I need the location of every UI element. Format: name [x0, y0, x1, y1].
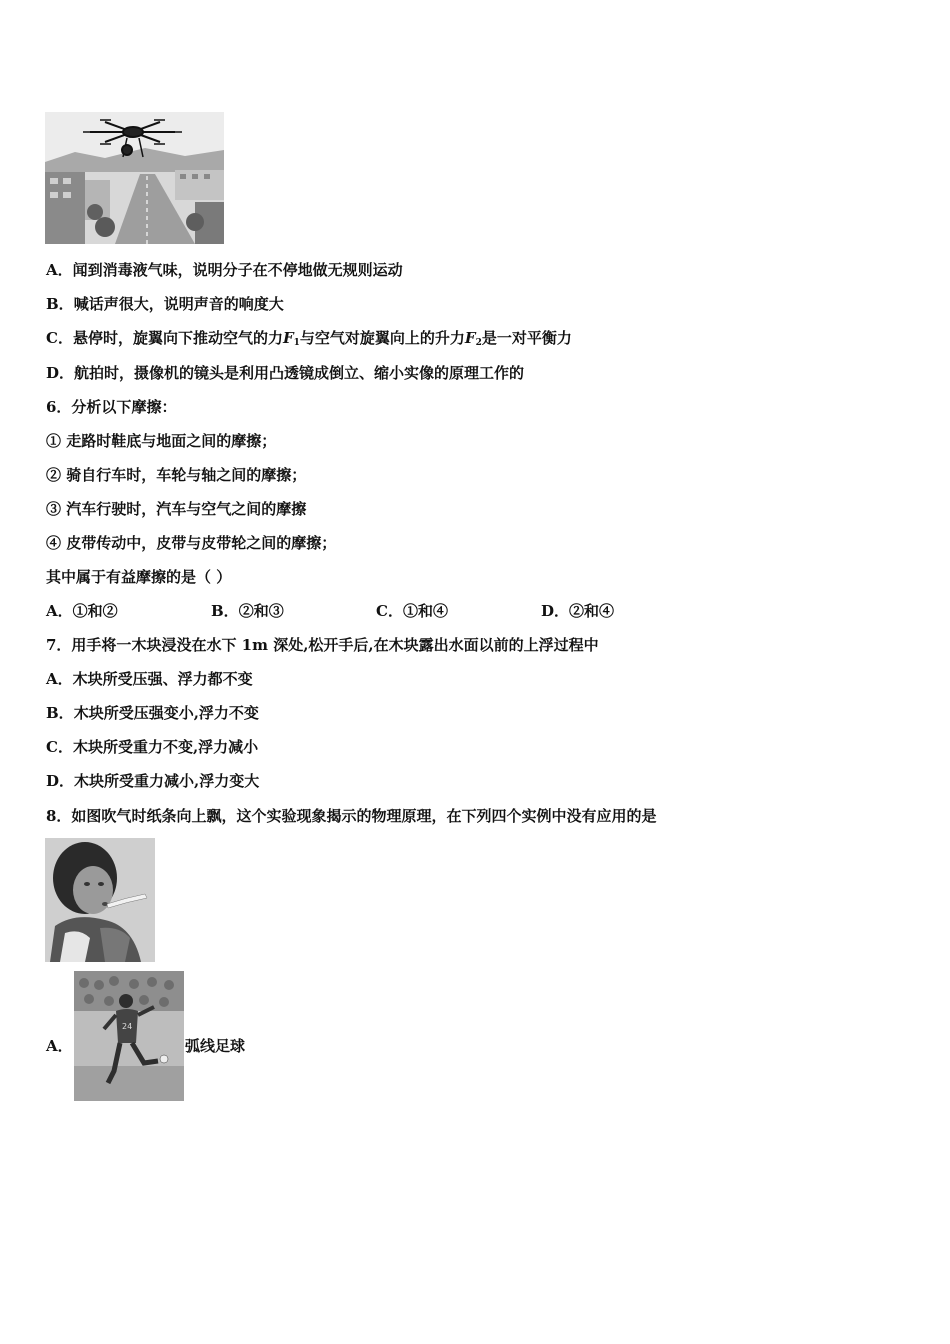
option-letter: C．	[46, 738, 73, 756]
drone-over-street-photo	[45, 112, 224, 244]
football-player-photo	[74, 971, 184, 1101]
q7-option-d	[46, 771, 259, 791]
option-text: ②和④	[569, 602, 615, 620]
q6-choice-b	[211, 601, 284, 621]
option-letter: C．	[376, 602, 403, 620]
option-text: ①和④	[402, 602, 448, 620]
option-text: ②和③	[238, 602, 284, 620]
q7-option-c	[46, 737, 258, 757]
option-text: 悬停时，旋翼向下推动空气的力	[72, 329, 283, 347]
force-f2-symbol: F	[464, 329, 476, 347]
q8-option-a-letter: A．	[46, 1037, 73, 1055]
q8-option-a-text: 弧线足球	[185, 1037, 246, 1055]
force-f1-symbol: F	[282, 329, 294, 347]
option-letter: A．	[46, 670, 73, 688]
option-text: 闻到消毒液气味，说明分子在不停地做无规则运动	[72, 261, 403, 279]
option-letter: B．	[211, 602, 239, 620]
option-text: 喊话声很大，说明声音的响度大	[73, 295, 284, 313]
option-letter: A．	[46, 602, 73, 620]
girl-blowing-paper-photo	[45, 838, 155, 962]
q6-item-2: ② 骑自行车时，车轮与轴之间的摩擦；	[46, 466, 307, 484]
option-letter: B．	[46, 704, 74, 722]
q6-item-3: ③ 汽车行驶时，汽车与空气之间的摩擦	[46, 500, 307, 518]
q5-option-b	[46, 294, 284, 314]
q5-option-c	[46, 328, 572, 353]
option-text: 木块所受重力不变,浮力减小	[72, 738, 259, 756]
q6-stem: 6．分析以下摩擦：	[46, 398, 177, 416]
force-f1-subscript: 1	[293, 338, 300, 348]
q5-option-d	[46, 363, 524, 383]
option-text: ①和②	[72, 602, 118, 620]
q6-question: 其中属于有益摩擦的是（ ）	[46, 568, 232, 586]
option-letter: D．	[46, 364, 75, 382]
q7-option-b	[46, 703, 259, 723]
q6-item-1: ① 走路时鞋底与地面之间的摩擦；	[46, 432, 277, 450]
q7-option-a	[46, 669, 253, 689]
option-text: 木块所受压强变小,浮力不变	[73, 704, 259, 722]
svg-text:24: 24	[122, 1022, 133, 1031]
q6-item-4: ④ 皮带传动中，皮带与皮带轮之间的摩擦；	[46, 534, 337, 552]
option-letter: D．	[46, 772, 75, 790]
q6-choice-a	[46, 601, 118, 621]
option-text: 是一对平衡力	[481, 329, 572, 347]
option-letter: B．	[46, 295, 74, 313]
q5-option-a	[46, 260, 403, 280]
option-letter: D．	[541, 602, 570, 620]
option-text: 与空气对旋翼向上的升力	[299, 329, 465, 347]
option-text: 航拍时，摄像机的镜头是利用凸透镜成倒立、缩小实像的原理工作的	[74, 364, 525, 382]
force-f2-subscript: 2	[475, 338, 482, 348]
option-letter: A．	[46, 261, 73, 279]
q6-choice-d	[541, 601, 614, 621]
option-text: 木块所受重力减小,浮力变大	[74, 772, 260, 790]
q6-choice-c	[376, 601, 448, 621]
option-text: 木块所受压强、浮力都不变	[72, 670, 253, 688]
q8-stem: 8．如图吹气时纸条向上飘，这个实验现象揭示的物理原理，在下列四个实例中没有应用的是	[46, 807, 657, 825]
option-letter: C．	[46, 329, 73, 347]
q7-stem: 7．用手将一木块浸没在水下 1m 深处,松开手后,在木块露出水面以前的上浮过程中	[46, 636, 599, 654]
